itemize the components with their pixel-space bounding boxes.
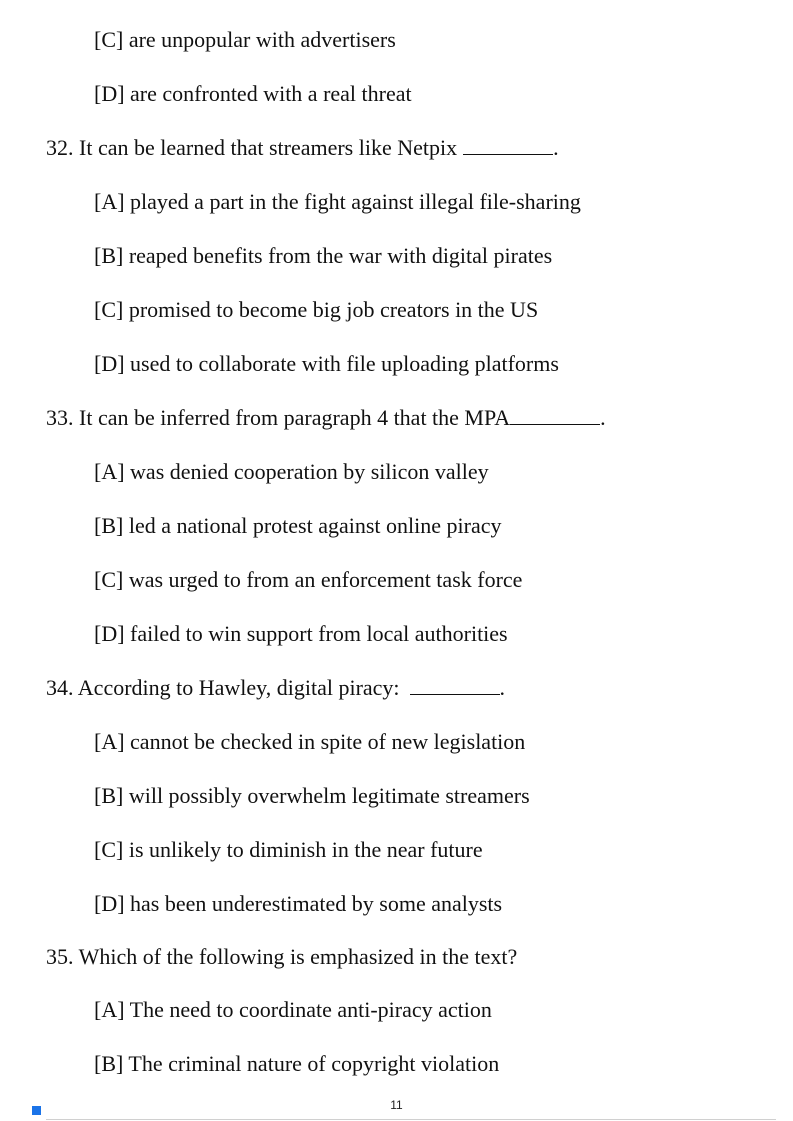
q33-stem-end: .	[600, 405, 606, 430]
q34-stem	[46, 675, 505, 701]
q34-option-d: [D] has been underestimated by some analysts	[94, 891, 503, 916]
q34-option-b: [B] will possibly overwhelm legitimate streamers	[94, 783, 530, 808]
q34-stem-text: 34. According to Hawley, digital piracy:	[46, 675, 400, 700]
page-number: 11	[390, 1098, 403, 1112]
q34-answer-blank	[410, 677, 500, 695]
q33-option-a: [A] was denied cooperation by silicon valley	[94, 459, 489, 484]
q33-stem-text: 33. It can be inferred from paragraph 4 that the MPA	[46, 405, 511, 430]
q35-stem: 35. Which of the following is emphasized in the text?	[46, 944, 518, 969]
q34-stem-end: .	[499, 675, 506, 700]
q33-option-c: [C] was urged to from an enforcement task force	[94, 567, 523, 592]
footer-divider	[46, 1119, 776, 1120]
q32-stem	[46, 135, 559, 161]
q32-option-c: [C] promised to become big job creators in the US	[94, 297, 539, 322]
q33-stem	[46, 405, 606, 431]
q33-option-b: [B] led a national protest against online piracy	[94, 513, 502, 538]
q34-option-a: [A] cannot be checked in spite of new legislation	[94, 729, 526, 754]
q32-stem-end: .	[553, 135, 559, 160]
q32-answer-blank	[463, 137, 553, 155]
q32-option-d: [D] used to collaborate with file uploading platforms	[94, 351, 559, 376]
q35-option-b: [B] The criminal nature of copyright violation	[94, 1051, 500, 1076]
q31-option-c: [C] are unpopular with advertisers	[94, 27, 396, 52]
q35-option-a: [A] The need to coordinate anti-piracy action	[94, 997, 492, 1022]
q33-answer-blank	[510, 407, 600, 425]
q31-option-d: [D] are confronted with a real threat	[94, 81, 412, 106]
q32-stem-text: 32. It can be learned that streamers like Netpix	[46, 135, 458, 160]
q34-option-c: [C] is unlikely to diminish in the near future	[94, 837, 483, 862]
q33-option-d: [D] failed to win support from local authorities	[94, 621, 508, 646]
q32-option-b: [B] reaped benefits from the war with digital pirates	[94, 243, 553, 268]
q32-option-a: [A] played a part in the fight against illegal file-sharing	[94, 189, 581, 214]
